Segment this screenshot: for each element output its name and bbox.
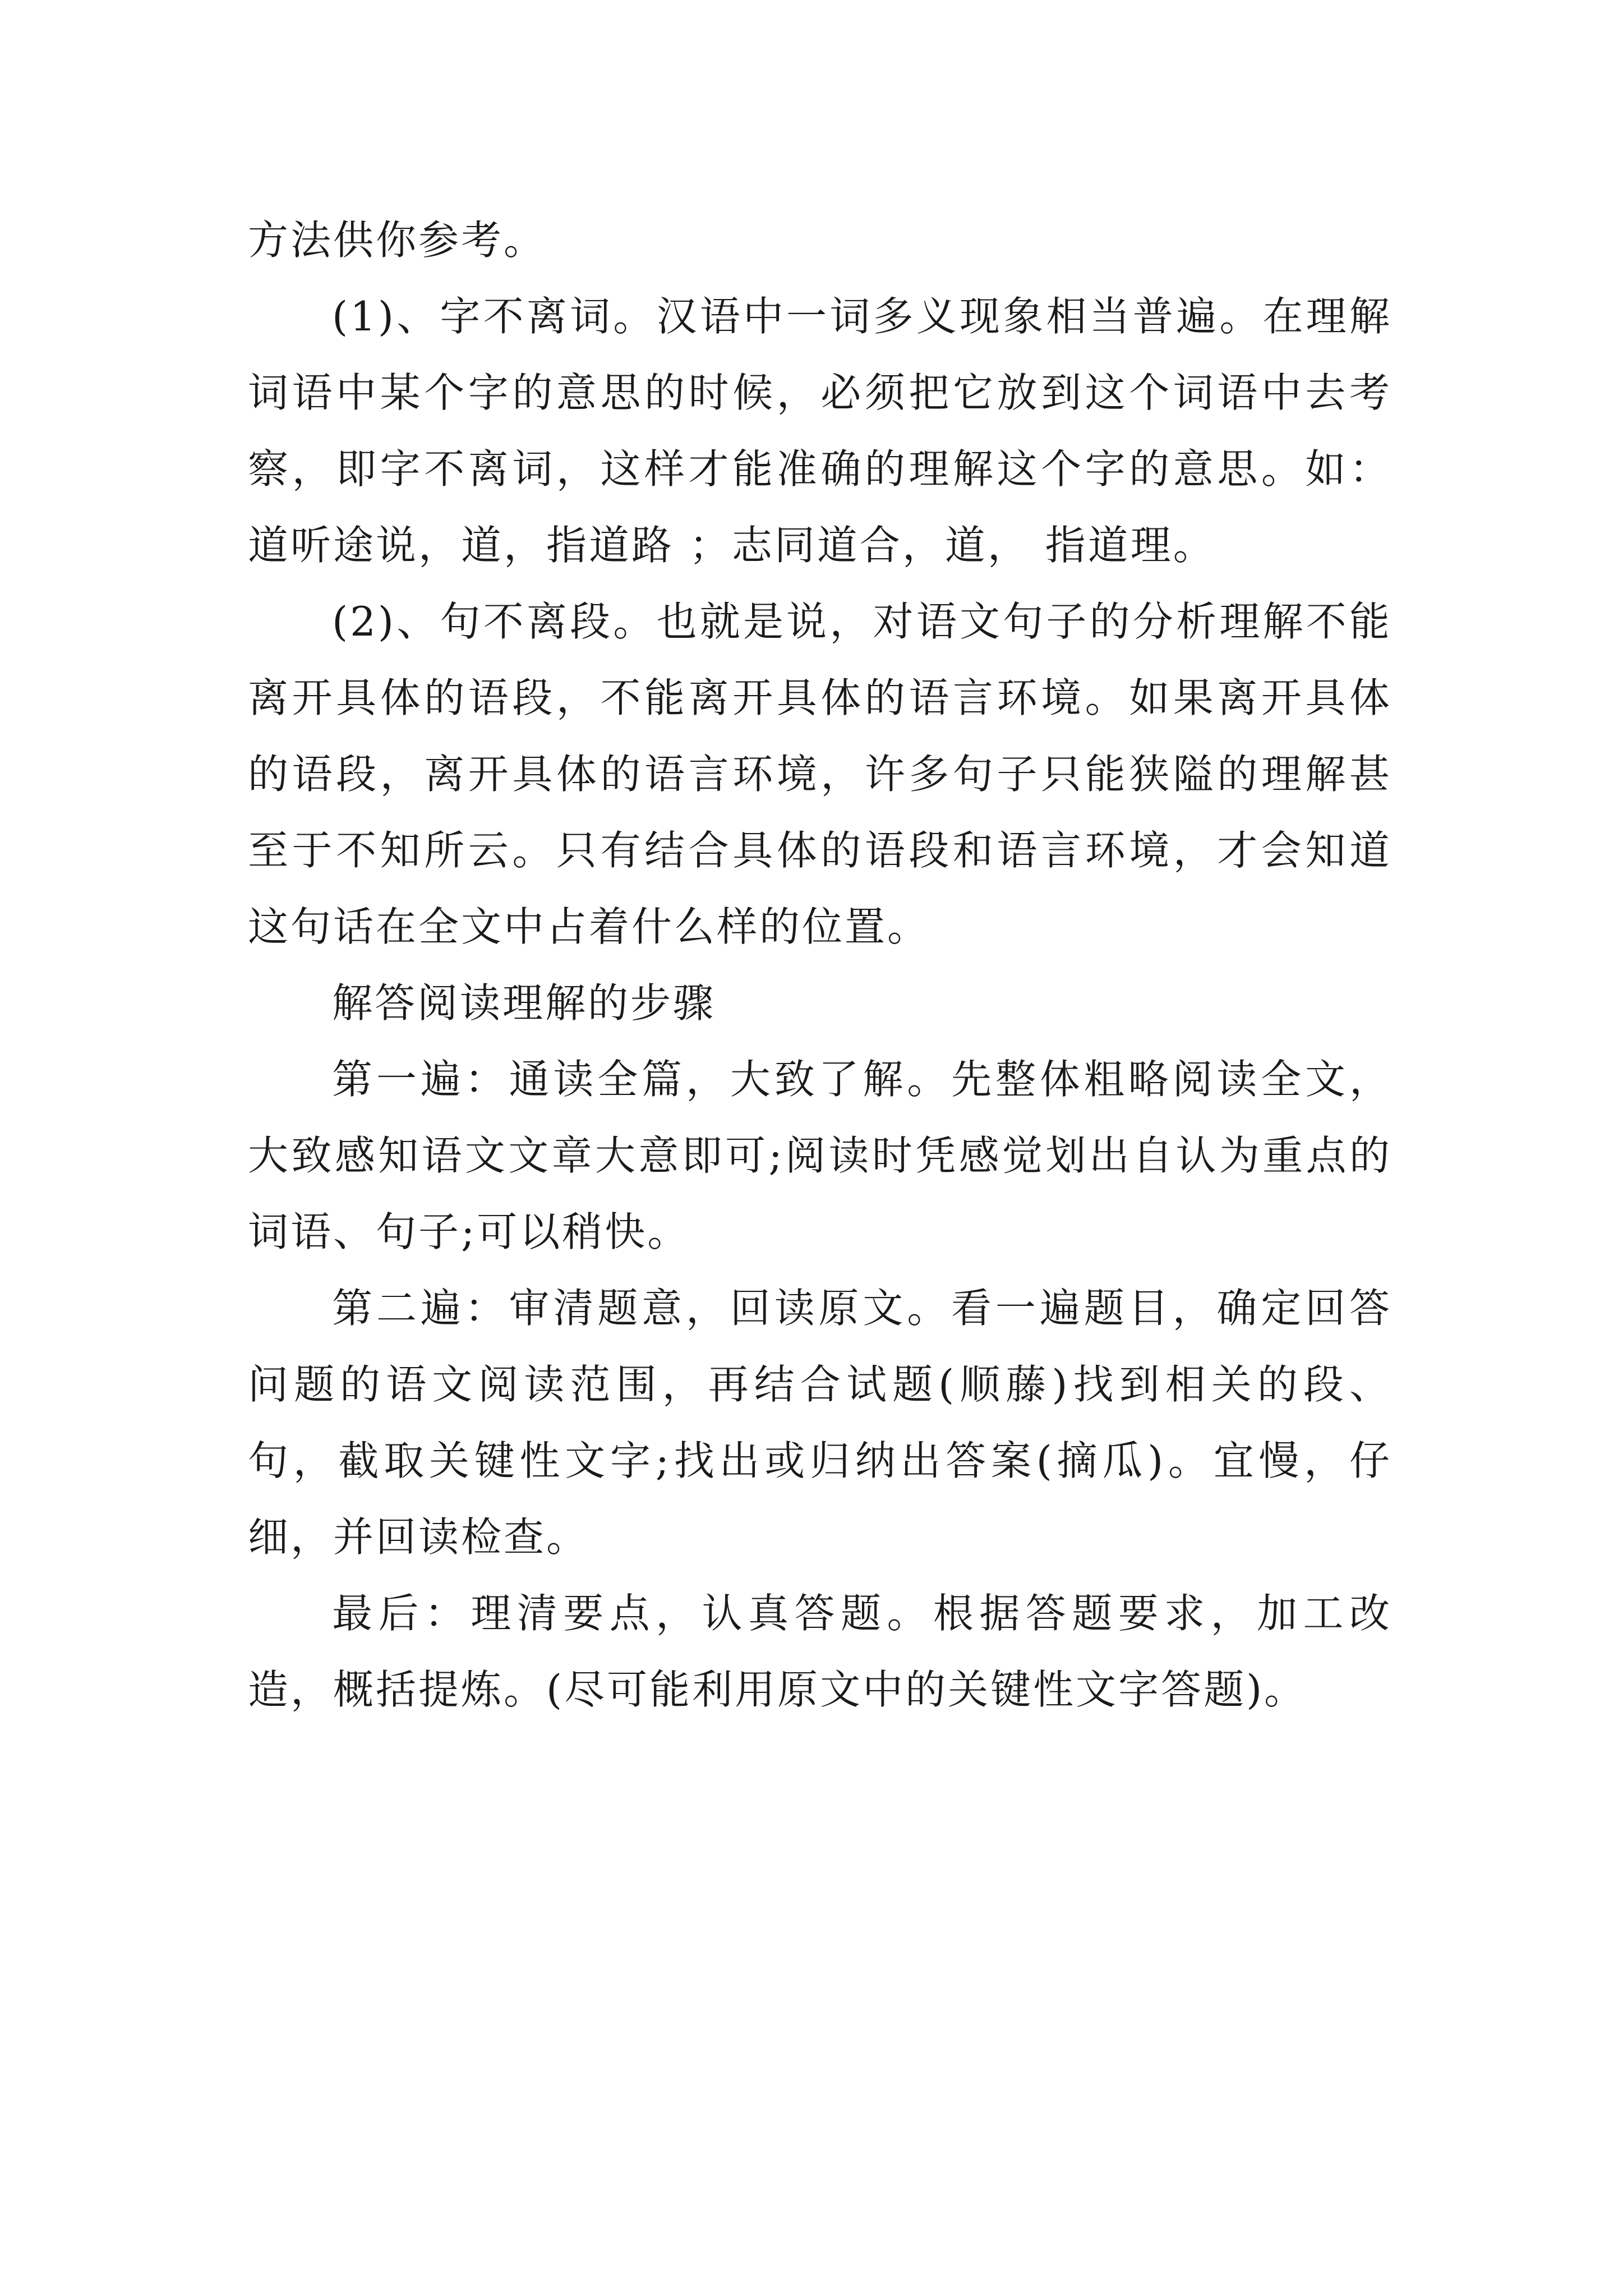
paragraph-step-final: 最后：理清要点，认真答题。根据答题要求，加工改造，概括提炼。(尽可能利用原文中的关键性文字答题)。 xyxy=(248,1590,1392,1713)
paragraph-continuation: 方法供你参考。 xyxy=(248,217,547,264)
paragraph-step-one: 第一遍：通读全篇，大致了解。先整体粗略阅读全文，大致感知语文文章大意即可;阅读时凭感觉划出自认为重点的词语、句子;可以稍快。 xyxy=(248,1056,1392,1255)
document-body xyxy=(248,202,1392,1728)
paragraph-step-two: 第二遍：审清题意，回读原文。看一遍题目，确定回答问题的语文阅读范围，再结合试题(顺藤)找到相关的段、句，截取关键性文字;找出或归纳出答案(摘瓜)。宜慢，仔细，并回读检查。 xyxy=(248,1285,1392,1561)
paragraph-word-context: (1)、字不离词。汉语中一词多义现象相当普遍。在理解词语中某个字的意思的时候，必须把它放到这个词语中去考察，即字不离词，这样才能准确的理解这个字的意思。如：道听途说，道，指道路 ；志同道合，道， 指道理。 xyxy=(248,293,1392,569)
paragraph-sentence-context: (2)、句不离段。也就是说，对语文句子的分析理解不能离开具体的语段，不能离开具体的语言环境。如果离开具体的语段，离开具体的语言环境，许多句子只能狭隘的理解甚至于不知所云。只有结合具体的语段和语言环境，才会知道这句话在全文中占着什么样的位置。 xyxy=(248,598,1392,950)
section-heading-steps: 解答阅读理解的步骤 xyxy=(332,979,716,1027)
